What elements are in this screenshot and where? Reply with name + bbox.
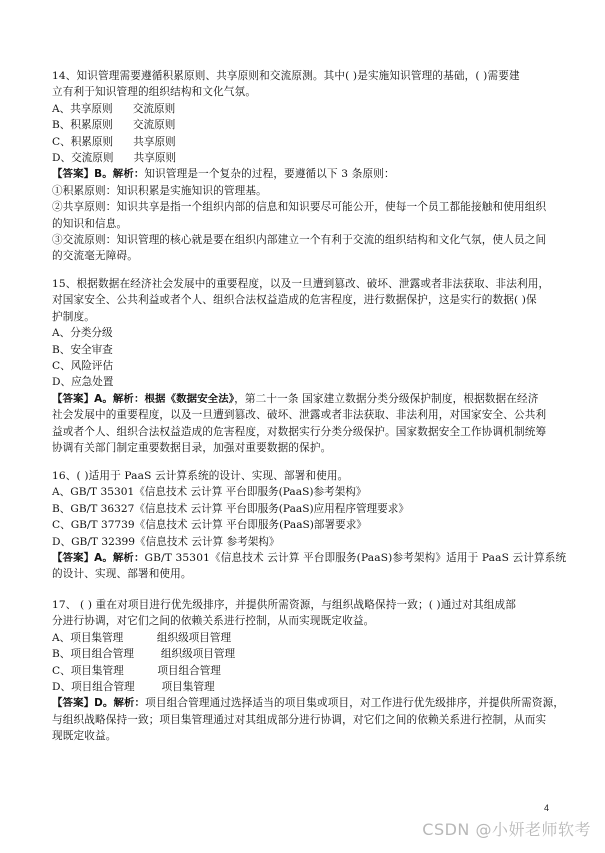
option-b: B、GB/T 36327《信息技术 云计算 平台即服务(PaaS)应用程序管理要求》 bbox=[52, 502, 409, 515]
answer-line bbox=[52, 550, 567, 566]
option-d: D、GB/T 32399《信息技术 云计算 参考架构》 bbox=[52, 535, 280, 548]
answer-line bbox=[52, 391, 552, 407]
answer-label: 【答案】A。解析： bbox=[52, 552, 145, 565]
answer-label: 【答案】B。解析： bbox=[52, 168, 145, 181]
answer-text: 协调有关部门制定重要数据目录，加强对重要数据的保护。 bbox=[52, 442, 332, 455]
option-a: A、分类分级 bbox=[52, 327, 113, 340]
answer-text: 的设计、实现、部署和使用。 bbox=[52, 568, 192, 581]
answer-text: GB/T 35301《信息技术 云计算 平台即服务(PaaS)参考架构》适用于 PaaS 云计算系统 bbox=[144, 552, 567, 565]
answer-text: 知识管理是一个复杂的过程，要遵循以下 3 条原则： bbox=[144, 168, 395, 181]
answer-text: ①积累原则：知识积累是实施知识的管理基。 bbox=[52, 184, 267, 197]
answer-line bbox=[52, 695, 565, 711]
answer-label: 【答案】D。解析： bbox=[52, 697, 146, 710]
question-stem-line: 分进行协调，对它们之间的依赖关系进行控制，从而实现既定收益。 bbox=[52, 615, 375, 628]
question-17 bbox=[52, 597, 565, 745]
answer-text: 与组织战略保持一致；项目集管理通过对其组成部分进行协调，对它们之间的依赖关系进行控制，从而实 bbox=[52, 713, 547, 726]
question-16 bbox=[52, 468, 567, 583]
option-c: C、风险评估 bbox=[52, 360, 114, 373]
answer-text: ③交流原则：知识管理的核心就是要在组织内部建立一个有利于交流的组织结构和文化气氛，使人员之间 bbox=[52, 234, 547, 247]
question-14 bbox=[52, 68, 552, 265]
option-d: D、项目组合管理 项目集管理 bbox=[52, 681, 215, 694]
option-d: D、应急处置 bbox=[52, 376, 114, 389]
question-15 bbox=[52, 276, 552, 456]
answer-text: ，第二十一条 国家建立数据分类分级保护制度，根据数据在经济 bbox=[234, 392, 539, 405]
question-stem-line: 15、根据数据在经济社会发展中的重要程度，以及一旦遭到篡改、破坏、泄露或者非法获取、非法利用， bbox=[52, 278, 550, 290]
option-c: C、GB/T 37739《信息技术 云计算 平台即服务(PaaS)部署要求》 bbox=[52, 519, 367, 532]
option-a: A、共享原则 交流原则 bbox=[52, 102, 176, 115]
option-b: B、积累原则 交流原则 bbox=[52, 119, 176, 132]
option-a: A、项目集管理 组织级项目管理 bbox=[52, 631, 232, 644]
option-c: C、项目集管理 项目组合管理 bbox=[52, 664, 221, 677]
question-stem-line: 对国家安全、公共利益或者个人、组织合法权益造成的危害程度，进行数据保护，这是实行的数据( )保 bbox=[52, 294, 537, 307]
question-stem-line: 16、( )适用于 PaaS 云计算系统的设计、实现、部署和使用。 bbox=[52, 470, 349, 482]
answer-line bbox=[52, 166, 552, 182]
answer-text: 的知识和信息。 bbox=[52, 217, 128, 230]
question-stem-line: 14、知识管理需要遵循积累原则、共享原则和交流原测。其中( )是实施知识管理的基础，( )需要建 bbox=[52, 70, 520, 82]
answer-text: ②共享原则：知识共享是指一个组织内部的信息和知识要尽可能公开，使每一个员工都能接触和使用组织 bbox=[52, 201, 547, 214]
answer-text: 现既定收益。 bbox=[52, 730, 117, 743]
page-number: 4 bbox=[543, 803, 549, 813]
option-a: A、GB/T 35301《信息技术 云计算 平台即服务(PaaS)参考架构》 bbox=[52, 486, 367, 499]
question-stem-line: 立有利于知识管理的组织结构和文化气氛。 bbox=[52, 86, 257, 99]
answer-label: 【答案】A。解析：根据《数据安全法》 bbox=[52, 392, 235, 405]
option-c: C、积累原则 共享原则 bbox=[52, 135, 176, 148]
option-b: B、项目组合管理 组织级项目管理 bbox=[52, 648, 236, 661]
question-stem-line: 17、 ( ) 重在对项目进行优先级排序，并提供所需资源，与组织战略保持一致；( )通过对其组成部 bbox=[52, 599, 516, 611]
watermark: CSDN @小妍老师软考 bbox=[422, 820, 591, 839]
answer-text: 社会发展中的重要程度，以及一旦遭到篡改、破坏、泄露或者非法获取、非法利用，对国家安全、公共利 bbox=[52, 409, 547, 422]
answer-text: 益或者个人、组织合法权益造成的危害程度，对数据实行分类分级保护。国家数据安全工作协调机制统筹 bbox=[52, 425, 547, 438]
answer-text: 的交流毫无障碍。 bbox=[52, 250, 138, 263]
option-b: B、安全审查 bbox=[52, 343, 113, 356]
option-d: D、交流原则 共享原则 bbox=[52, 152, 177, 165]
question-stem-line: 护制度。 bbox=[52, 310, 95, 323]
answer-text: 项目组合管理通过选择适当的项目集或项目，对工作进行优先级排序，并提供所需资源， bbox=[145, 697, 565, 710]
